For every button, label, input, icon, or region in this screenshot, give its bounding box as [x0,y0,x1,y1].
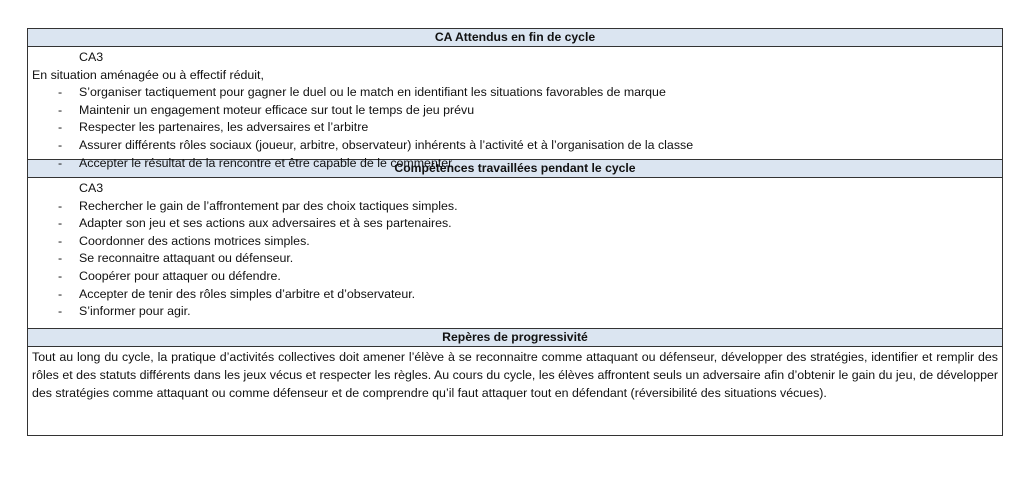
list-item [32,250,998,268]
section-heading: Compétences travaillées pendant le cycle [28,159,1002,178]
cycle-table [27,28,1003,436]
section-heading: CA Attendus en fin de cycle [28,29,1002,47]
dash-bullet: - [58,198,63,213]
dash-bullet: - [58,120,63,135]
list-item [32,198,998,216]
dash-bullet: - [58,137,63,152]
list-item [32,119,998,137]
dash-bullet: - [58,216,63,231]
dash-bullet: - [58,233,63,248]
item-text: Assurer différents rôles sociaux (joueur, arbitre, observateur) inhérents à l’activité et à l’organisation de la classe [79,137,694,152]
item-text: Accepter de tenir des rôles simples d’arbitre et d’observateur. [79,286,416,301]
list-item [32,286,998,304]
bullet-list [32,198,998,321]
section-reperes [28,328,1002,435]
list-item [32,102,998,120]
progressivity-paragraph: Tout au long du cycle, la pratique d’activités collectives doit amener l’élève à se reconnaitre comme attaquant ou défenseur, développer des stratégies, identifier et remplir des rôles et des statuts différents dans les jeux vécus et respecter les règles. Au cours du cycle, les élèves affrontent seuls un adversaire afin d’obtenir le gain du jeu, de développer des stratégies comme attaquant ou comme défenseur et de comprendre qu’il faut attaquer tout en défendant (réversibilité des situations vécues). [32,350,998,400]
section-body [28,347,1002,435]
item-text: Respecter les partenaires, les adversaires et l’arbitre [79,120,369,135]
section-heading: Repères de progressivité [28,328,1002,347]
section-competences [28,159,1002,328]
list-item [32,84,998,102]
item-text: Accepter le résultat de la rencontre et être capable de le commenter [79,155,453,170]
item-text: Coordonner des actions motrices simples. [79,233,310,248]
dash-bullet: - [58,251,63,266]
item-text: S’organiser tactiquement pour gagner le duel ou le match en identifiant les situations favorables de marque [79,85,666,100]
item-text: Maintenir un engagement moteur efficace sur tout le temps de jeu prévu [79,102,475,117]
list-item [32,303,998,321]
item-text: S’informer pour agir. [79,304,191,319]
list-item [32,215,998,233]
ca-label: CA3 [79,181,104,195]
section-body [28,178,1002,328]
list-item [32,233,998,251]
list-item [32,137,998,155]
item-text: Se reconnaitre attaquant ou défenseur. [79,251,294,266]
dash-bullet: - [58,85,63,100]
dash-bullet: - [58,102,63,117]
item-text: Rechercher le gain de l’affrontement par des choix tactiques simples. [79,198,458,213]
dash-bullet: - [58,268,63,283]
item-text: Coopérer pour attaquer ou défendre. [79,268,281,283]
list-item [32,155,998,173]
item-text: Adapter son jeu et ses actions aux adversaires et à ses partenaires. [79,216,452,231]
dash-bullet: - [58,286,63,301]
bullet-list [32,84,998,172]
intro-text: En situation aménagée ou à effectif réduit, [32,67,264,82]
ca-label: CA3 [79,50,104,64]
list-item [32,268,998,286]
dash-bullet: - [58,155,63,170]
dash-bullet: - [58,304,63,319]
